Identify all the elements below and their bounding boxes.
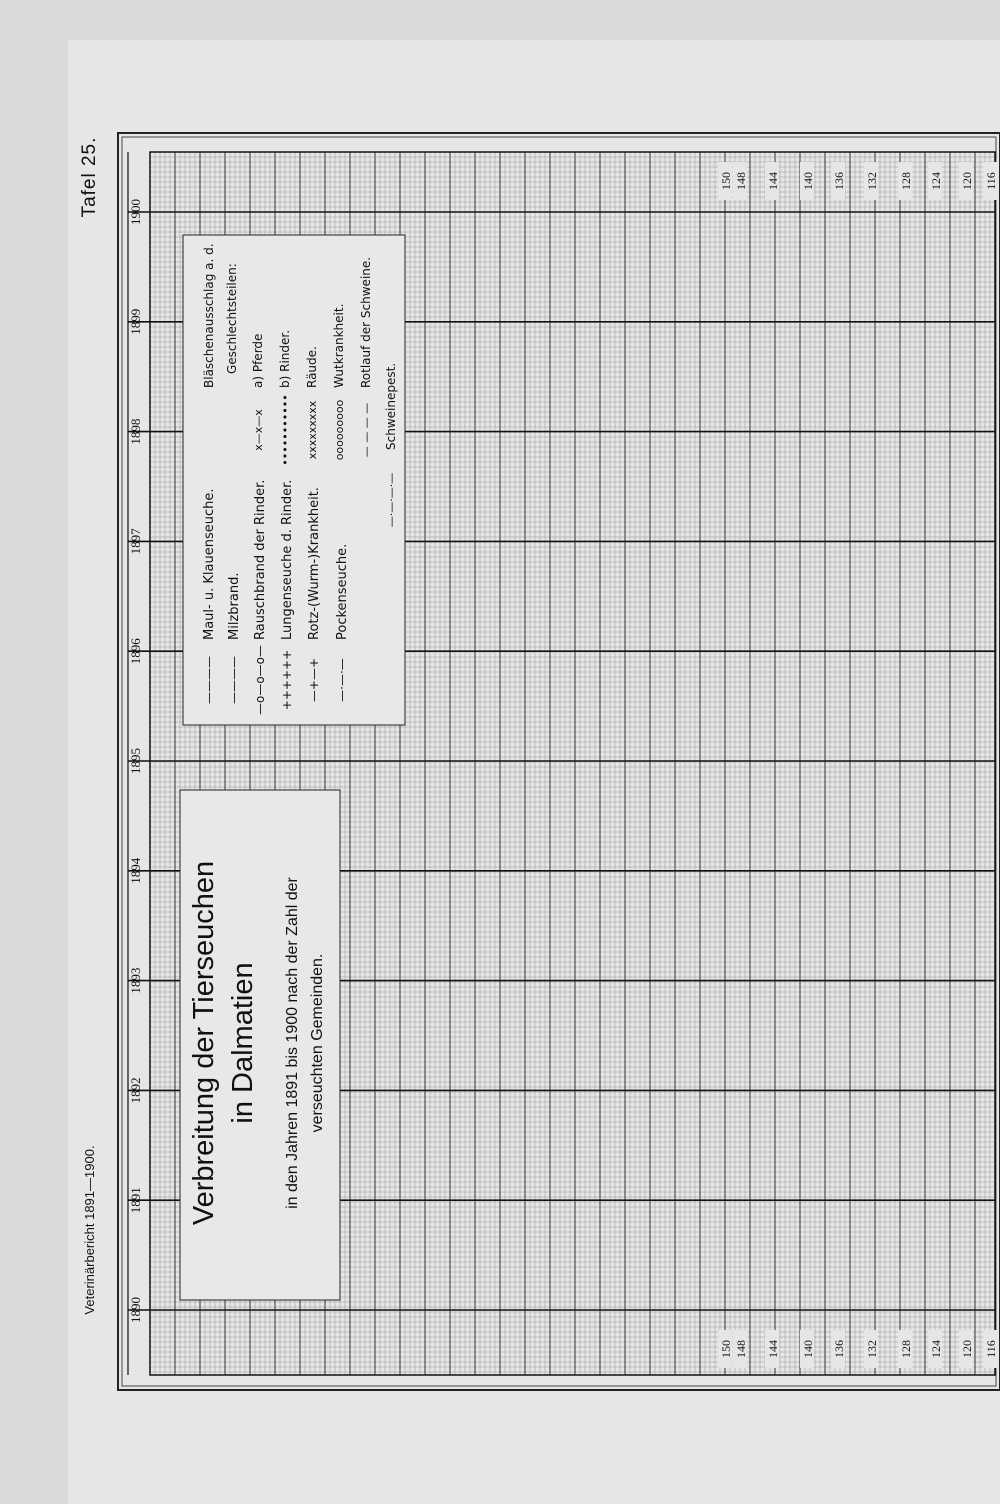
legend-label: Rotz-(Wurm-)Krankheit. [307,487,322,640]
legend-symbol: —·—·—·— [385,472,398,528]
report-header: Veterinärbericht 1891—1900. [82,1145,97,1315]
legend-heading: Geschlechtsteilen: [225,263,239,374]
y-tick-label-bottom-136: 136 [832,1340,846,1358]
x-tick-label-1899: 1899 [128,308,143,335]
legend-symbol: ++++++ [280,649,294,711]
legend-symbol: —·—·— [335,658,349,702]
chart-title-line-1: Verbreitung der Tierseuchen [188,860,220,1226]
legend-symbol: —+—+ [307,657,321,703]
legend-symbol: ooooooooo [333,399,346,461]
y-tick-label-bottom-120: 120 [960,1340,974,1358]
x-tick-label-1893: 1893 [128,967,143,994]
y-tick-label-top-120: 120 [960,172,974,190]
plate-number: Tafel 25. [79,136,100,218]
legend-symbol: —o—o—o— [253,644,267,716]
legend-symbol: x—x—x [252,409,265,451]
legend-label: Maul- u. Klauenseuche. [202,488,217,640]
legend-symbol: ———— [202,656,216,704]
y-tick-label-bottom-124: 124 [929,1340,943,1358]
y-tick-label-top-140: 140 [801,172,815,190]
x-tick-label-1898: 1898 [128,418,143,445]
y-tick-label-bottom-128: 128 [899,1340,913,1358]
y-tick-label-bottom-150: 150 [719,1340,733,1358]
legend-label: Schweinepest. [384,362,398,450]
x-tick-label-1895: 1895 [128,748,143,774]
legend-symbol: — — — — [360,402,373,458]
legend-label: Rotlauf der Schweine. [359,256,373,388]
y-tick-label-top-128: 128 [899,172,913,190]
legend-label: Räude. [305,346,319,388]
y-tick-label-top-150: 150 [719,172,733,190]
chart-subtitle-line-1: in den Jahren 1891 bis 1900 nach der Zahl der [284,877,301,1209]
y-tick-label-top-116: 116 [984,172,998,190]
legend-label: Wutkrankheit. [332,303,346,388]
legend-symbol: ———— [227,656,241,704]
y-tick-label-bottom-132: 132 [865,1340,879,1358]
x-tick-label-1891: 1891 [128,1187,143,1214]
title-box [180,790,340,1300]
y-tick-label-bottom-140: 140 [801,1340,815,1358]
y-tick-label-top-148: 148 [734,172,748,190]
y-tick-label-top-132: 132 [865,172,879,190]
x-tick-label-1894: 1894 [128,857,143,884]
legend-label: Pockenseuche. [335,543,350,640]
x-tick-label-1890: 1890 [128,1297,143,1323]
y-tick-label-top-124: 124 [929,172,943,190]
legend-label: a) Pferde [251,333,265,388]
chart-subtitle-line-2: verseuchten Gemeinden. [309,953,326,1133]
x-tick-label-1897: 1897 [128,528,143,555]
y-tick-label-bottom-144: 144 [766,1340,780,1358]
legend-label: Lungenseuche d. Rinder. [280,479,295,640]
x-tick-label-1892: 1892 [128,1077,143,1104]
legend-heading: Bläschenausschlag a. d. [202,243,216,388]
legend-box [183,235,405,725]
legend-label: Milzbrand. [227,572,242,640]
legend-label: b) Rinder. [278,329,292,388]
legend-symbol: ••••••••••• [279,394,292,466]
legend-label: Rauschbrand der Rinder. [253,479,268,640]
x-tick-label-1896: 1896 [128,638,143,665]
x-tick-label-1900: 1900 [128,199,143,225]
y-tick-label-bottom-116: 116 [984,1340,998,1358]
legend-symbol: xxxxxxxxx [306,400,319,460]
chart-title-line-2: in Dalmatien [227,962,259,1124]
y-tick-label-top-136: 136 [832,172,846,190]
y-tick-label-top-144: 144 [766,172,780,190]
y-tick-label-bottom-148: 148 [734,1340,748,1358]
